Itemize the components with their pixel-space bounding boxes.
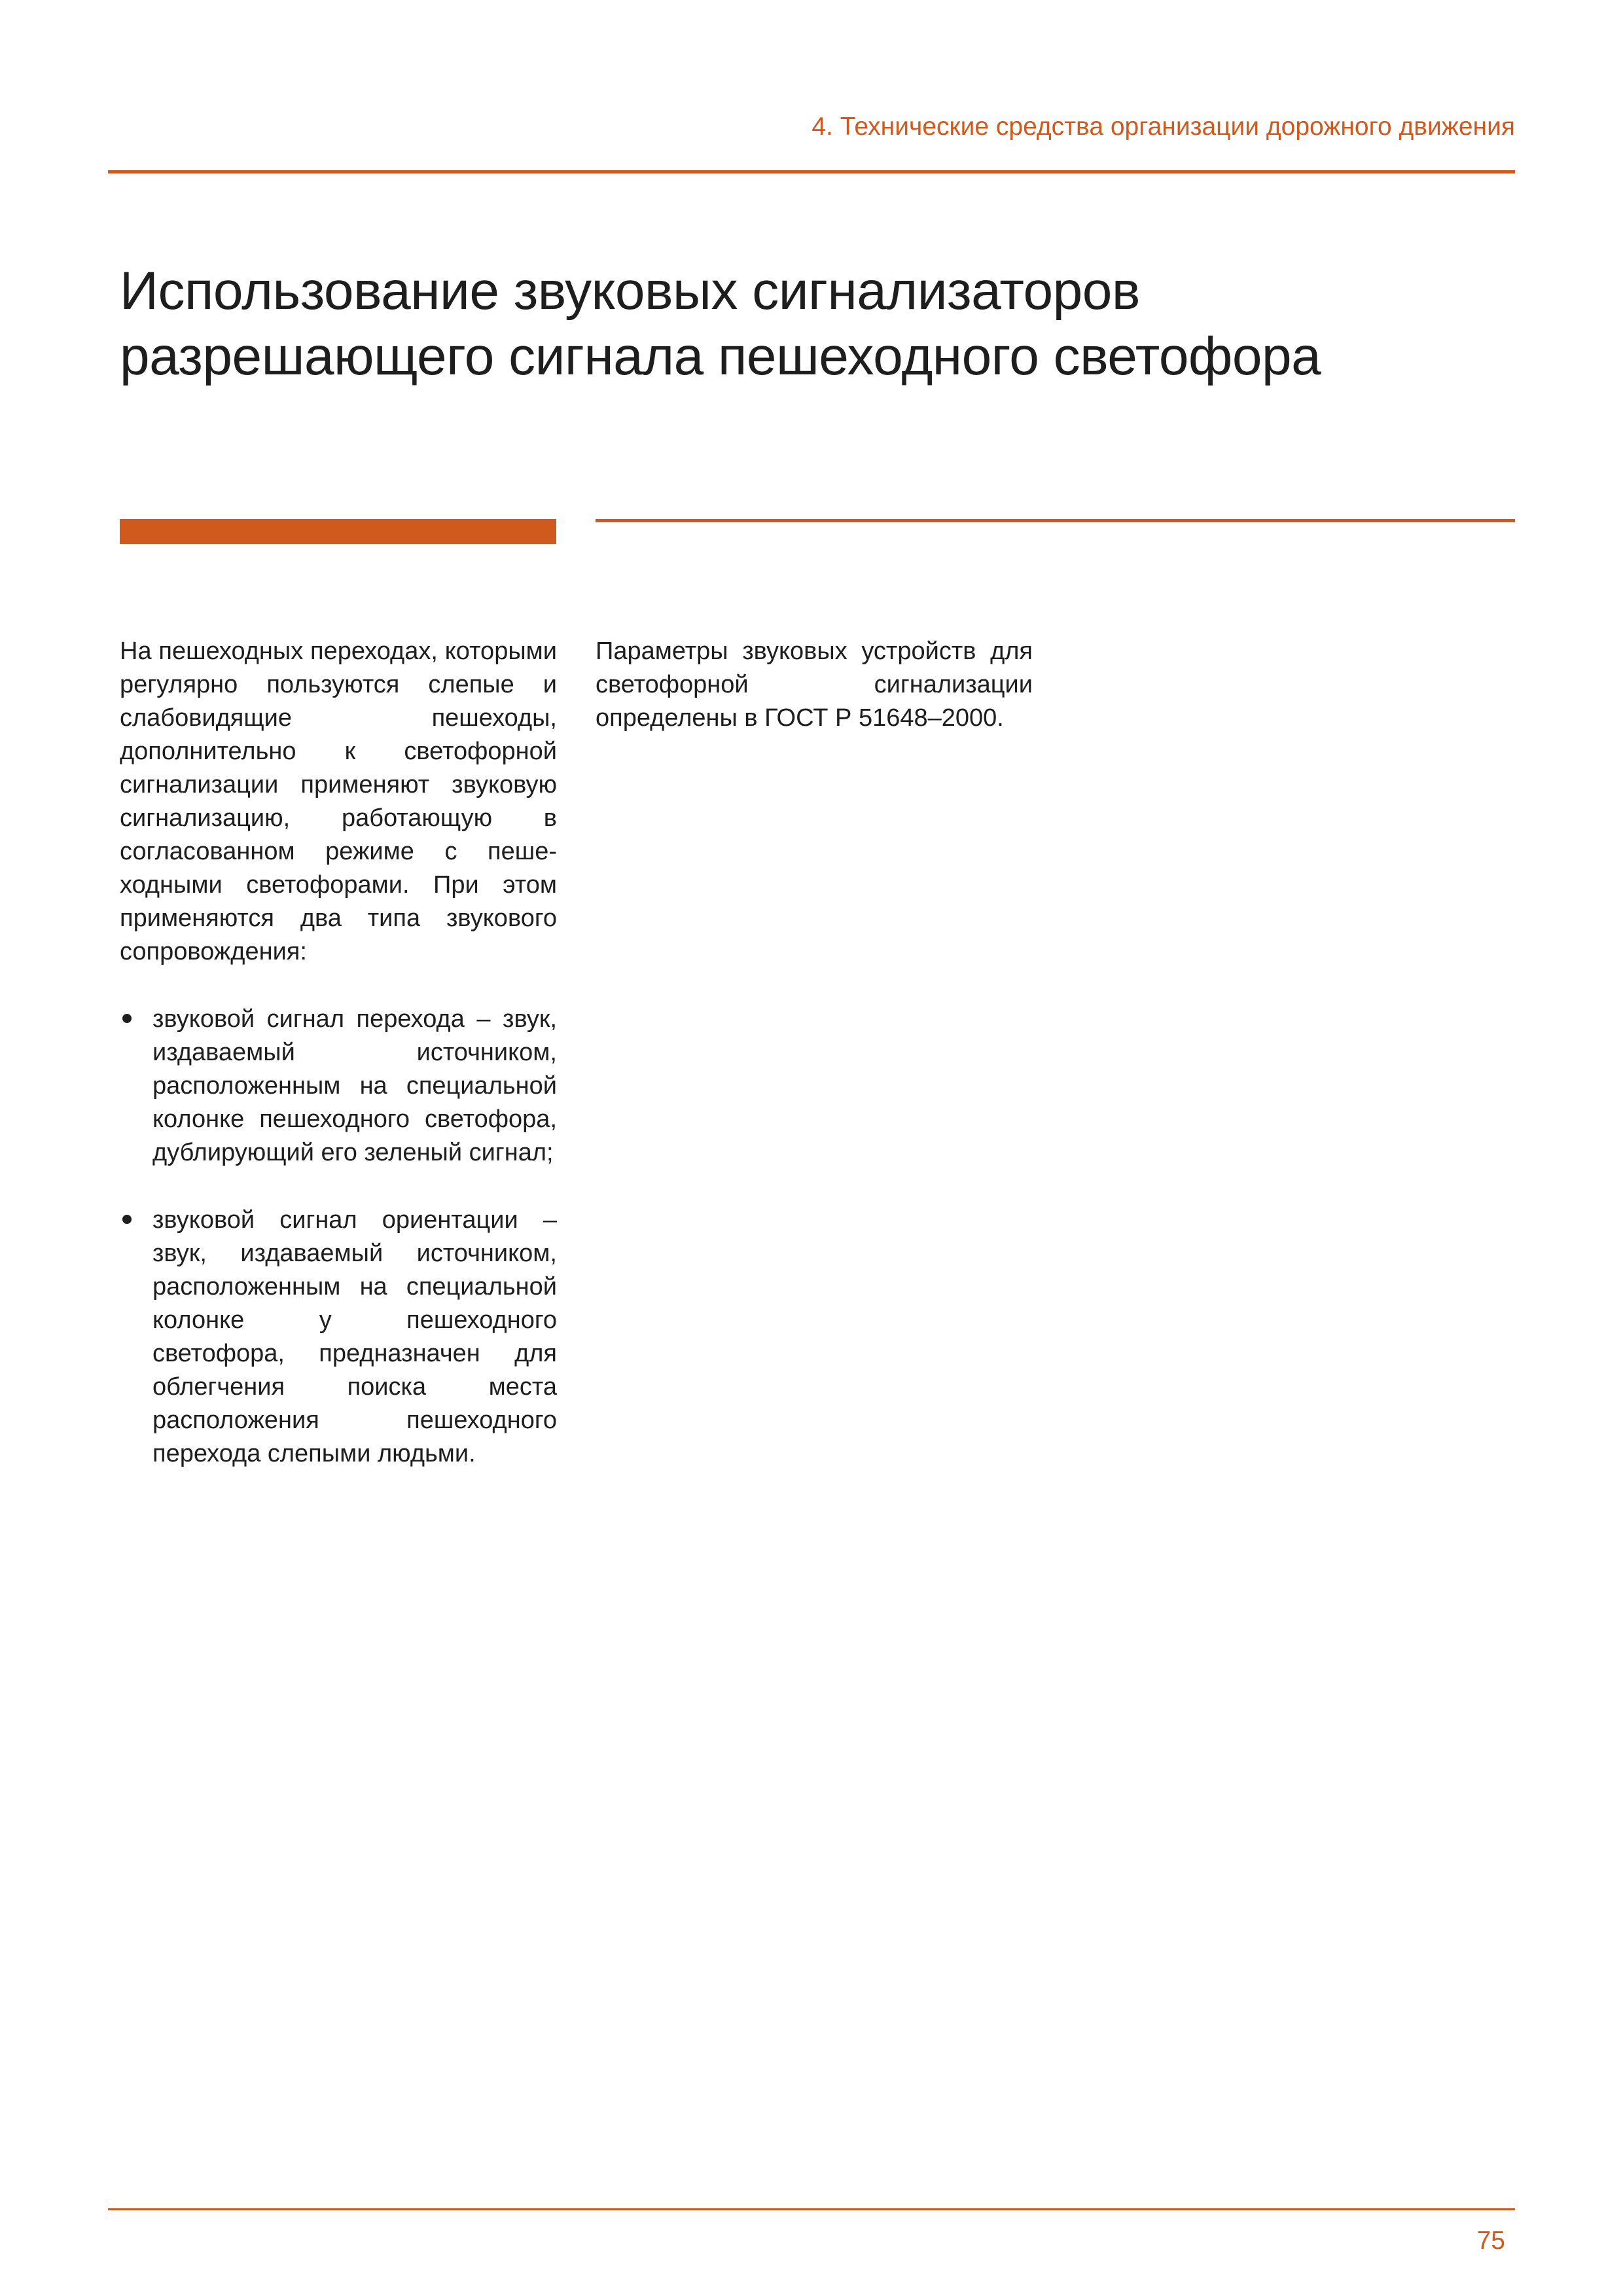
right-column — [596, 635, 1033, 735]
bullet-text: звуковой сигнал перехода – звук, издаваемый источником, расположенным на специальной колонке пешеходного светофора, дублирующий его зеленый сигнал; — [152, 1005, 557, 1166]
header-rule — [108, 170, 1515, 173]
list-item — [120, 1204, 557, 1471]
footer-rule — [108, 2208, 1515, 2210]
intro-paragraph: На пешеходных переходах, которыми регулярно пользуются слепые и слабовидящие пешеходы, дополнительно к светофорной сигнализации применяют звуковую сигнализацию, работающую в согласованном режиме с пешеходными светофорами. При этом применяются два типа звукового сопровождения: — [120, 637, 557, 965]
list-item — [120, 1003, 557, 1170]
bullet-icon — [122, 1014, 132, 1023]
page-title-line-2: разрешающего сигнала пешеходного светофора — [120, 327, 1321, 386]
page-title-line-1: Использование звуковых сигнализаторов — [120, 261, 1140, 321]
running-header: 4. Технические средства организации дорожного движения — [812, 113, 1515, 141]
accent-rule — [596, 519, 1515, 522]
gost-paragraph: Параметры звуковых устройств для светофорной сигнализации определены в ГОСТ Р 51648–2000. — [596, 637, 1033, 732]
bullet-text: звуковой сигнал ориентации – звук, издаваемый источником, расположенным на специальной колонке у пешеходного светофора, предназначен для облегчения поиска места расположения пешеходного перехода слепыми людьми. — [152, 1206, 557, 1467]
bullet-icon — [122, 1215, 132, 1224]
left-column — [120, 635, 557, 1471]
bullet-list — [120, 1003, 557, 1471]
accent-bar — [120, 519, 556, 544]
page-title — [120, 259, 1527, 389]
page-number: 75 — [1476, 2227, 1505, 2255]
